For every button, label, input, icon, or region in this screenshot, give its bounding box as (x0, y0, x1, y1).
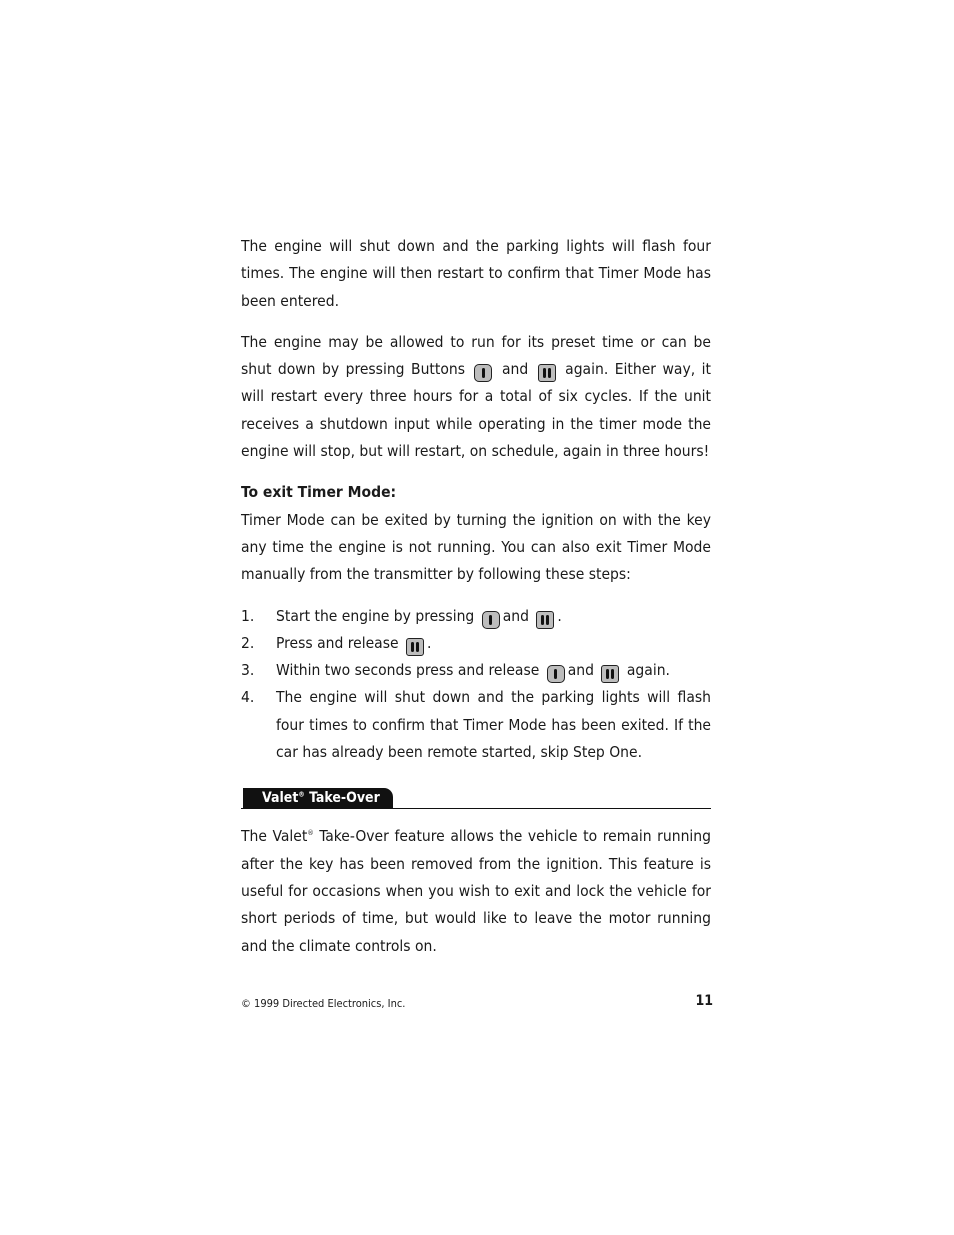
section-title-rest: Take-Over (309, 790, 380, 807)
page-footer (241, 993, 713, 1013)
step-end: . (427, 633, 432, 652)
paragraph-timer-run-text-2: again. Either way, it will restart every three hours for a total of six cycles. If the unit receives a shutdown input while operating in the timer mode the engine will stop, but will restart, on schedule, again in three hours! (241, 360, 711, 461)
button-one-icon (482, 611, 500, 629)
step-text: Press and release (276, 633, 399, 652)
step-text: Within two seconds press and release (276, 661, 540, 680)
registered-mark: ® (298, 790, 305, 799)
page-number: 11 (695, 993, 713, 1009)
step-item (241, 630, 711, 657)
step-end: . (557, 606, 562, 625)
section-title-main: Valet (262, 790, 299, 807)
step-and: and (567, 661, 594, 680)
step-and: and (502, 606, 529, 625)
registered-mark: ® (307, 829, 314, 838)
button-one-icon (474, 364, 492, 382)
paragraph-timer-run-text-1: The engine may be allowed to run for its preset time or can be shut down by pressing Buttons (241, 332, 711, 379)
valet-text-1: The Valet (241, 827, 308, 846)
exit-timer-heading: To exit Timer Mode: (241, 483, 397, 502)
exit-timer-intro: Timer Mode can be exited by turning the ignition on with the key any time the engine is not running. You can also exit Timer Mode manually from the transmitter by following these steps: (241, 510, 711, 584)
valet-text-2: Take-Over feature allows the vehicle to remain running after the key has been removed from the ignition. This feature is useful for occasions when you wish to exit and lock the vehicle for short periods of time, but would like to leave the motor running and the climate controls on. (241, 827, 711, 955)
section-header-valet (241, 788, 711, 809)
exit-timer-steps (241, 603, 711, 767)
step-number: 3. (241, 661, 255, 680)
step-number: 1. (241, 606, 255, 625)
button-two-icon (601, 665, 619, 683)
paragraph-valet-takeover (241, 823, 711, 959)
paragraph-timer-run (241, 329, 711, 465)
paragraph-timer-run-and: and (501, 360, 529, 379)
button-two-icon (536, 611, 554, 629)
step-item (241, 684, 711, 766)
manual-page-body (241, 233, 711, 960)
step-end: again. (626, 661, 670, 680)
step-text: The engine will shut down and the parking lights will flash four times to confirm that Timer Mode has been exited. If the car has already been remote started, skip Step One. (276, 688, 711, 762)
step-item (241, 603, 711, 630)
paragraph-timer-entered: The engine will shut down and the parking lights will flash four times. The engine will then restart to confirm that Timer Mode has been entered. (241, 237, 711, 310)
step-text: Start the engine by pressing (276, 606, 475, 625)
step-number: 4. (241, 688, 255, 707)
step-number: 2. (241, 633, 255, 652)
button-two-icon (538, 364, 556, 382)
button-two-icon (406, 638, 424, 656)
section-tab (243, 788, 393, 808)
copyright-notice: © 1999 Directed Electronics, Inc. (241, 997, 406, 1010)
step-item (241, 657, 711, 684)
button-one-icon (547, 665, 565, 683)
